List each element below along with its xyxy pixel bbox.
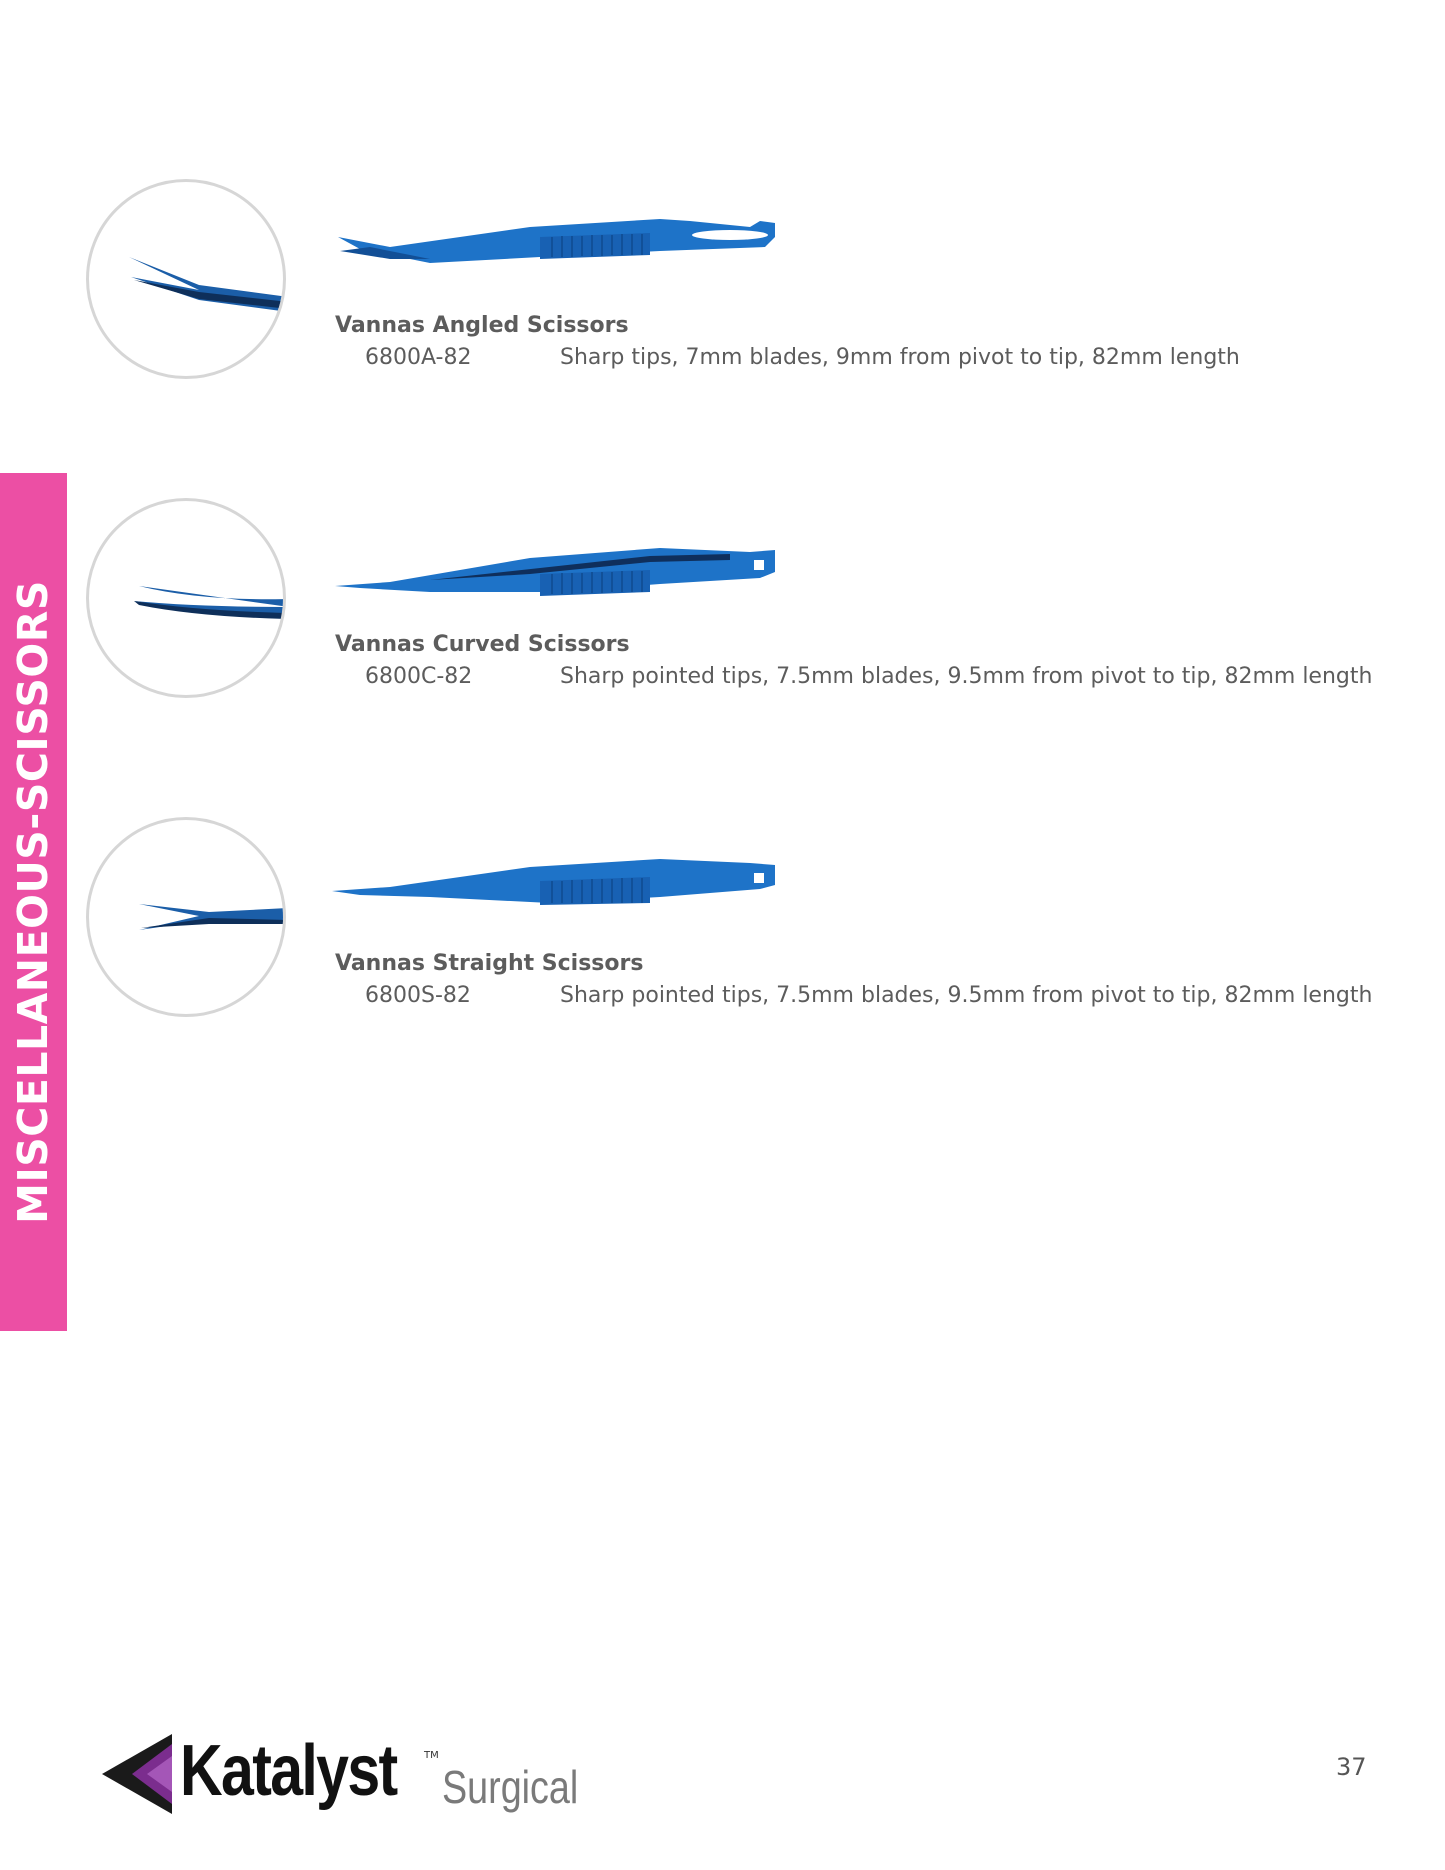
scissors-image <box>330 207 890 297</box>
section-tab-label: MISCELLANEOUS-SCISSORS <box>9 580 57 1224</box>
trademark-symbol: TM <box>424 1750 439 1761</box>
product-item <box>0 179 1445 429</box>
katalyst-surgical-logo <box>102 1730 602 1820</box>
katalyst-triangle-icon <box>102 1734 174 1814</box>
product-name: Vannas Curved Scissors <box>335 632 630 657</box>
scissors-image <box>330 851 890 941</box>
product-code: 6800C-82 <box>365 664 473 689</box>
page-number: 37 <box>1336 1753 1367 1781</box>
product-code: 6800S-82 <box>365 983 471 1008</box>
tip-detail-image <box>86 498 286 698</box>
product-description: Sharp pointed tips, 7.5mm blades, 9.5mm from pivot to tip, 82mm length <box>560 664 1373 689</box>
product-description: Sharp tips, 7mm blades, 9mm from pivot to tip, 82mm length <box>560 345 1240 370</box>
scissors-image <box>330 540 890 630</box>
product-name: Vannas Straight Scissors <box>335 951 644 976</box>
logo-brand-text: Katalyst <box>180 1731 397 1811</box>
product-name: Vannas Angled Scissors <box>335 313 629 338</box>
product-description: Sharp pointed tips, 7.5mm blades, 9.5mm from pivot to tip, 82mm length <box>560 983 1373 1008</box>
tip-detail-image <box>86 179 286 379</box>
product-item <box>0 498 1445 748</box>
product-item <box>0 817 1445 1067</box>
tip-detail-image <box>86 817 286 1017</box>
product-code: 6800A-82 <box>365 345 472 370</box>
logo-subbrand-text: Surgical <box>442 1761 579 1813</box>
